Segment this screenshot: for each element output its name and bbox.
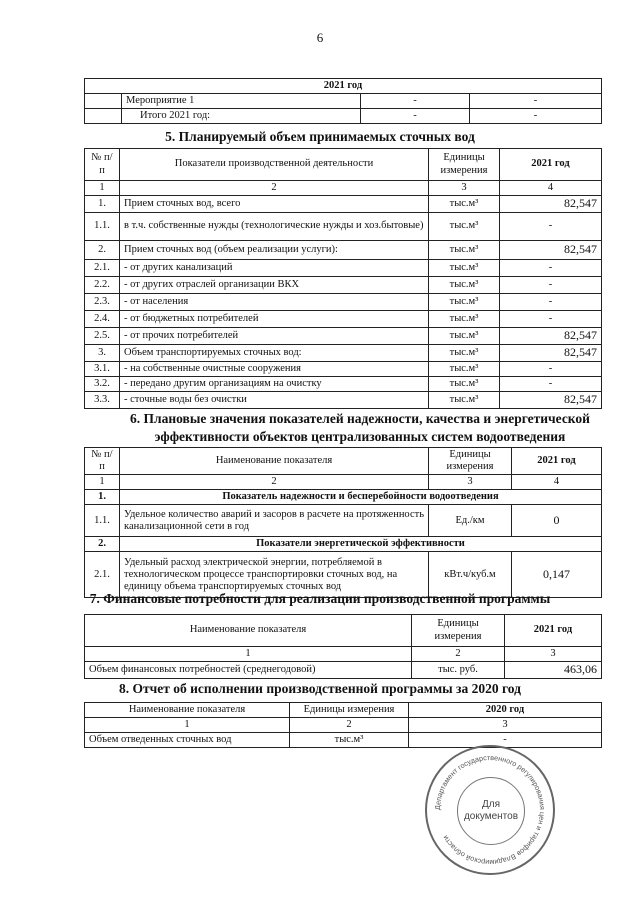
stamp-seal [425, 745, 555, 875]
table-row: 1.1. в т.ч. собственные нужды (технологические нужды и хоз.бытовые) тыс.м³ - [85, 212, 602, 240]
table-row: 2.2. - от других отраслей организации ВКХ тыс.м³ - [85, 276, 602, 293]
table-row: 2. Прием сточных вод (объем реализации услуги): тыс.м³ 82,547 [85, 240, 602, 259]
section-7-title: 7. Финансовые потребности для реализации производственной программы [89, 591, 551, 606]
year-header: 2021 год [85, 79, 602, 94]
total-label: Итого 2021 год: [122, 109, 361, 124]
table-row: 2.5. - от прочих потребителей тыс.м³ 82,547 [85, 327, 602, 344]
table-row: 3.1. - на собственные очистные сооружения тыс.м³ - [85, 361, 602, 376]
section-5-title: 5. Планируемый объем принимаемых сточных вод [165, 129, 475, 144]
section-6-table: № п/п Наименование показателя Единицы измерения 2021 год 1 2 3 4 1. Показатель надежности и бесперебойности водоотведения 1.1. Удельное количество аварий и засоров в расчете на протяженность канализационной сети в год Ед./км 0 2. Показатели энергетической эффективности 2.1. Удельный расход электрической энергии, потребляемой в технологическом процессе транспортировки сточных вод, на единицу объема транспортируемых сточных вод кВт.ч/куб.м 0,147 [84, 447, 602, 598]
section-6-title: 6. Плановые значения показателей надежности, качества и энергетической эффективности объектов централизованных систем водоотведения [130, 411, 590, 445]
table-row: 3.2. - передано другим организациям на очистку тыс.м³ - [85, 376, 602, 391]
table-row: 3. Объем транспортируемых сточных вод: тыс.м³ 82,547 [85, 344, 602, 361]
section-7-table: Наименование показателя Единицы измерения 2021 год 1 2 3 Объем финансовых потребностей (среднегодовой) тыс. руб. 463,06 [84, 614, 602, 679]
row-name: Мероприятие 1 [122, 94, 361, 109]
table-row: 3.3. - сточные воды без очистки тыс.м³ 82,547 [85, 391, 602, 408]
table-row: 2.4. - от бюджетных потребителей тыс.м³ - [85, 310, 602, 327]
table-row: 1. Прием сточных вод, всего тыс.м³ 82,547 [85, 196, 602, 213]
table-row: 2.3. - от населения тыс.м³ - [85, 293, 602, 310]
seal-center: Для документов [457, 777, 525, 845]
top-table: 2021 год Мероприятие 1 - - Итого 2021 год: - - [84, 78, 602, 124]
page-number: 6 [316, 30, 324, 45]
section-5-table: № п/п Показатели производственной деятельности Единицы измерения 2021 год 1 2 3 4 1. Прием сточных вод, всего тыс.м³ 82,547 1.1. в т.ч. собственные нужды (технологические нужды и хоз.бытовые) тыс.м³ - 2. Прием сточных вод (объем реализации услуги): тыс.м³ 82,547 2.1. - от других канализаций тыс.м³ - 2.2. - от других отраслей организации ВКХ тыс.м³ - 2.3. - от населения тыс.м³ - 2.4. - от бюджетных потребителей тыс.м³ - 2.5. - от прочих потребителей тыс.м³ 82,547 3. Объем транспортируемых сточных вод: тыс.м³ 82,547 3.1. - на собственные очистные сооружения тыс.м³ - 3.2. - передано другим организациям на очистку тыс.м³ - 3.3. - сточные воды без очистки тыс.м³ 82,547 [84, 148, 602, 409]
table-row: 2.1. - от других канализаций тыс.м³ - [85, 259, 602, 276]
section-8-table: Наименование показателя Единицы измерения 2020 год 1 2 3 Объем отведенных сточных вод тыс.м³ - [84, 702, 602, 748]
seal-ring-text: Департамент государственного регулирования цен и тарифов Владимирской области [432, 752, 548, 868]
section-8-title: 8. Отчет об исполнении производственной программы за 2020 год [119, 681, 521, 696]
